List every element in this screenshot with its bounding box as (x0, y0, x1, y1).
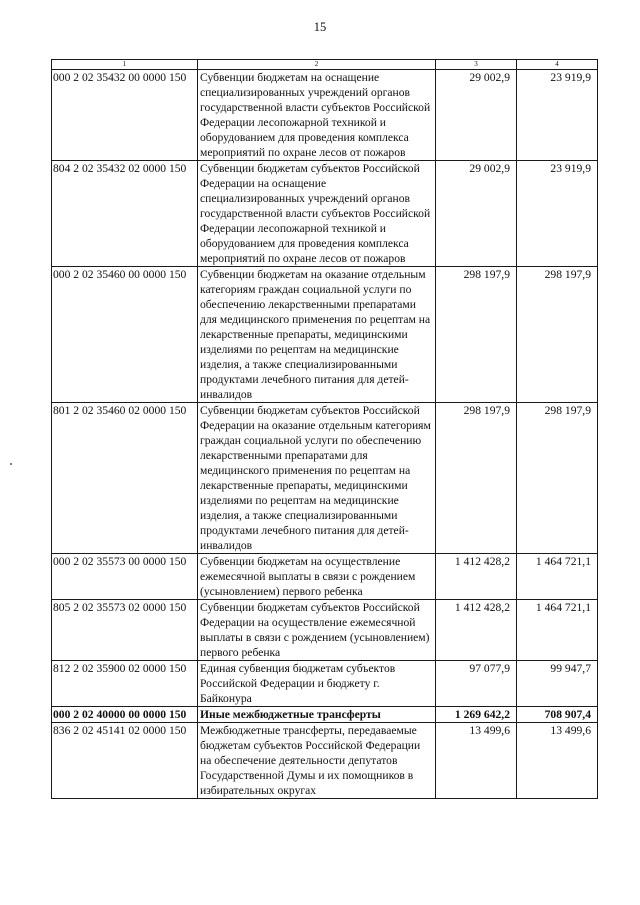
amount-column-3: 298 197,9 (436, 267, 517, 403)
revenue-name: Иные межбюджетные трансферты (198, 707, 436, 723)
amount-column-4: 99 947,7 (517, 661, 598, 707)
revenue-name: Субвенции бюджетам субъектов Российской Федерации на оснащение специализированных учреждений органов государственной власти субъектов Российской Федерации лесопожарной техникой и оборудованием для проведения комплекса мероприятий по охране лесов от пожаров (198, 161, 436, 267)
amount-column-4: 23 919,9 (517, 161, 598, 267)
table-row (52, 723, 598, 799)
column-number-2: 2 (198, 60, 436, 70)
revenue-name: Межбюджетные трансферты, передаваемые бюджетам субъектов Российской Федерации на обеспечение деятельности депутатов Государственной Думы и их помощников в избирательных округах (198, 723, 436, 799)
amount-column-4: 1 464 721,1 (517, 600, 598, 661)
budget-code: 801 2 02 35460 02 0000 150 (52, 403, 198, 554)
table-row (52, 600, 598, 661)
budget-code: 000 2 02 35460 00 0000 150 (52, 267, 198, 403)
budget-code: 000 2 02 40000 00 0000 150 (52, 707, 198, 723)
revenue-name: Единая субвенция бюджетам субъектов Российской Федерации и бюджету г. Байконура (198, 661, 436, 707)
table-row-subtotal (52, 707, 598, 723)
amount-column-4: 1 464 721,1 (517, 554, 598, 600)
amount-column-4: 298 197,9 (517, 267, 598, 403)
amount-column-3: 1 412 428,2 (436, 600, 517, 661)
amount-column-3: 1 269 642,2 (436, 707, 517, 723)
amount-column-4: 708 907,4 (517, 707, 598, 723)
column-number-4: 4 (517, 60, 598, 70)
table-row (52, 161, 598, 267)
amount-column-3: 13 499,6 (436, 723, 517, 799)
budget-table (51, 59, 598, 799)
table-row (52, 403, 598, 554)
amount-column-3: 97 077,9 (436, 661, 517, 707)
column-number-1: 1 (52, 60, 198, 70)
page-number: 15 (313, 20, 327, 34)
budget-code: 805 2 02 35573 02 0000 150 (52, 600, 198, 661)
revenue-name: Субвенции бюджетам на оказание отдельным категориям граждан социальной услуги по обеспечению лекарственными препаратами для медицинского применения по рецептам на лекарственные препараты, медицинскими изделиями по рецептам на медицинские изделия, а также специализированными продуктами лечебного питания для детей-инвалидов (198, 267, 436, 403)
revenue-name: Субвенции бюджетам на осуществление ежемесячной выплаты в связи с рождением (усыновлением) первого ребенка (198, 554, 436, 600)
amount-column-3: 29 002,9 (436, 70, 517, 161)
amount-column-3: 298 197,9 (436, 403, 517, 554)
scan-speck (10, 463, 12, 465)
amount-column-3: 1 412 428,2 (436, 554, 517, 600)
table-row (52, 661, 598, 707)
budget-code: 836 2 02 45141 02 0000 150 (52, 723, 198, 799)
column-number-row (52, 60, 598, 70)
revenue-name: Субвенции бюджетам на оснащение специализированных учреждений органов государственной власти субъектов Российской Федерации лесопожарной техникой и оборудованием для проведения комплекса мероприятий по охране лесов от пожаров (198, 70, 436, 161)
amount-column-4: 23 919,9 (517, 70, 598, 161)
column-number-3: 3 (436, 60, 517, 70)
table-row (52, 70, 598, 161)
amount-column-3: 29 002,9 (436, 161, 517, 267)
table-row (52, 554, 598, 600)
revenue-name: Субвенции бюджетам субъектов Российской Федерации на оказание отдельным категориям граждан социальной услуги по обеспечению лекарственными препаратами для медицинского применения по рецептам на лекарственные препараты, медицинскими изделиями по рецептам на медицинские изделия, а также специализированными продуктами лечебного питания для детей-инвалидов (198, 403, 436, 554)
budget-code: 000 2 02 35573 00 0000 150 (52, 554, 198, 600)
amount-column-4: 13 499,6 (517, 723, 598, 799)
revenue-name: Субвенции бюджетам субъектов Российской Федерации на осуществление ежемесячной выплаты в связи с рождением (усыновлением) первого ребенка (198, 600, 436, 661)
budget-code: 812 2 02 35900 02 0000 150 (52, 661, 198, 707)
budget-code: 804 2 02 35432 02 0000 150 (52, 161, 198, 267)
budget-code: 000 2 02 35432 00 0000 150 (52, 70, 198, 161)
table-row (52, 267, 598, 403)
amount-column-4: 298 197,9 (517, 403, 598, 554)
